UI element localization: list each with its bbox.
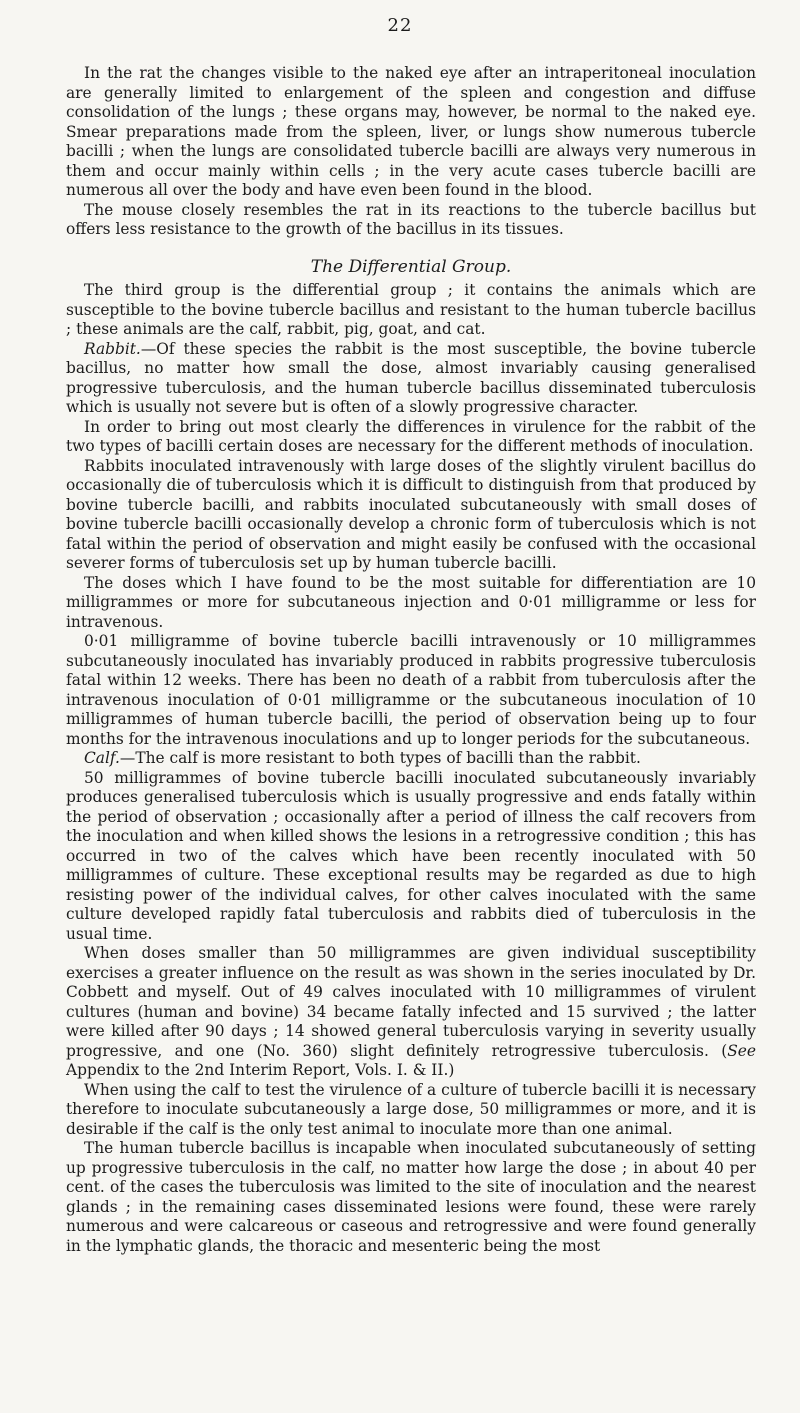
paragraph-50-milligrammes: 50 milligrammes of bovine tubercle bacilli inoculated subcutaneously invariably produces generalised tuberculosis which is usually progressive and ends fatally within the period of observation ; occasionally after a period of illness the calf recovers from the inoculation and when killed shows the lesions in a retrogressive condition ; this has occurred in two of the calves which have been recently inoculated with 50 milligrammes of culture. These exceptional results may be regarded as due to high resisting power of the individual calves, for other calves inoculated with the same culture developed rapidly fatal tuberculosis and rabbits died of tuberculosis in the usual time.	[66, 768, 756, 943]
paragraph-rabbit	[66, 340, 756, 418]
paragraph-mouse: The mouse closely resembles the rat in its reactions to the tubercle bacillus but offers less resistance to the growth of the bacillus in its tissues.	[66, 200, 756, 238]
paragraph-when-doses	[66, 944, 756, 1081]
appendix-reference: Appendix to the 2nd Interim Report, Vols. I. & II.)	[66, 1061, 455, 1079]
when-doses-text: When doses smaller than 50 milligrammes are given individual susceptibility exercises a greater influence on the result as was shown in the series inoculated by Dr. Cobbett and myself. Out of 49 calves inoculated with 10 milligrammes of virulent cultures (human and bovine) 34 became fatally infected and 15 survived ; the latter were killed after 90 days ; 14 showed general tuberculosis varying in severity usually progressive, and one (No. 360) slight definitely retrogressive tuberculosis. (	[66, 944, 756, 1060]
paragraph-calf	[66, 749, 756, 769]
paragraph-human-bacillus: The human tubercle bacillus is incapable when inoculated subcutaneously of setting up progressive tuberculosis in the calf, no matter how large the dose ; in about 40 per cent. of the cases the tuberculosis was limited to the site of inoculation and the nearest glands ; in the remaining cases disseminated lesions were found, these were rarely numerous and were calcareous or caseous and retrogressive and were found generally in the lymphatic glands, the thoracic and mesenteric being the most	[66, 1139, 756, 1255]
rabbit-text: —Of these species the rabbit is the most susceptible, the bovine tubercle bacillus, no matter how small the dose, almost invariably causing generalised progressive tuberculosis, and the human tubercle bacillus disseminated tuberculosis which is usually not severe but is often of a slowly progressive character.	[66, 339, 756, 416]
see-word: See	[727, 1041, 756, 1060]
body-text	[66, 64, 756, 1256]
calf-text: —The calf is more resistant to both types of bacilli than the rabbit.	[119, 749, 641, 767]
paragraph-when-using: When using the calf to test the virulence of a culture of tubercle bacilli it is necessary therefore to inoculate subcutaneously a large dose, 50 milligrammes or more, and it is desirable if the calf is the only test animal to inoculate more than one animal.	[66, 1080, 756, 1138]
paragraph-third-group: The third group is the differential group ; it contains the animals which are susceptible to the bovine tubercle bacillus and resistant to the human tubercle bacillus ; these animals are the calf, rabbit, pig, goat, and cat.	[66, 281, 756, 338]
page-number: 22	[387, 15, 413, 36]
section-heading: The Differential Group.	[310, 256, 512, 277]
paragraph-001-milligramme: 0·01 milligramme of bovine tubercle bacilli intravenously or 10 milligrammes subcutaneously inoculated has invariably produced in rabbits progressive tuberculosis fatal within 12 weeks. There has been no death of a rabbit from tuberculosis after the intravenous inoculation of 0·01 milligramme or the subcutaneous inoculation of 10 milligrammes of human tubercle bacilli, the period of observation being up to four months for the intravenous inoculations and up to longer periods for the subcutaneous.	[66, 632, 756, 748]
rabbit-lead: Rabbit.	[84, 339, 141, 358]
paragraph-rabbits-inoculated: Rabbits inoculated intravenously with large doses of the slightly virulent bacillus do occasionally die of tuberculosis which it is difficult to distinguish from that produced by bovine tubercle bacilli, and rabbits inoculated subcutaneously with small doses of bovine tubercle bacilli occasionally develop a chronic form of tuberculosis which is not fatal within the period of observation and might easily be confused with the occasional severer forms of tuberculosis set up by human tubercle bacilli.	[66, 456, 756, 572]
calf-lead: Calf.	[84, 749, 120, 767]
paragraph-rat-changes: In the rat the changes visible to the naked eye after an intraperitoneal inoculation are generally limited to enlargement of the spleen and congestion and diffuse consolidation of the lungs ; these organs may, however, be normal to the naked eye. Smear preparations made from the spleen, liver, or lungs show numerous tubercle bacilli ; when the lungs are consolidated tubercle bacilli are always very numerous in them and occur mainly within cells ; in the very acute cases tubercle bacilli are numerous all over the body and have even been found in the blood.	[66, 64, 756, 199]
paragraph-order: In order to bring out most clearly the differences in virulence for the rabbit of the two types of bacilli certain doses are necessary for the different methods of inoculation.	[66, 417, 756, 455]
paragraph-doses: The doses which I have found to be the most suitable for differentiation are 10 milligrammes or more for subcutaneous injection and 0·01 milligramme or less for intravenous.	[66, 573, 756, 631]
